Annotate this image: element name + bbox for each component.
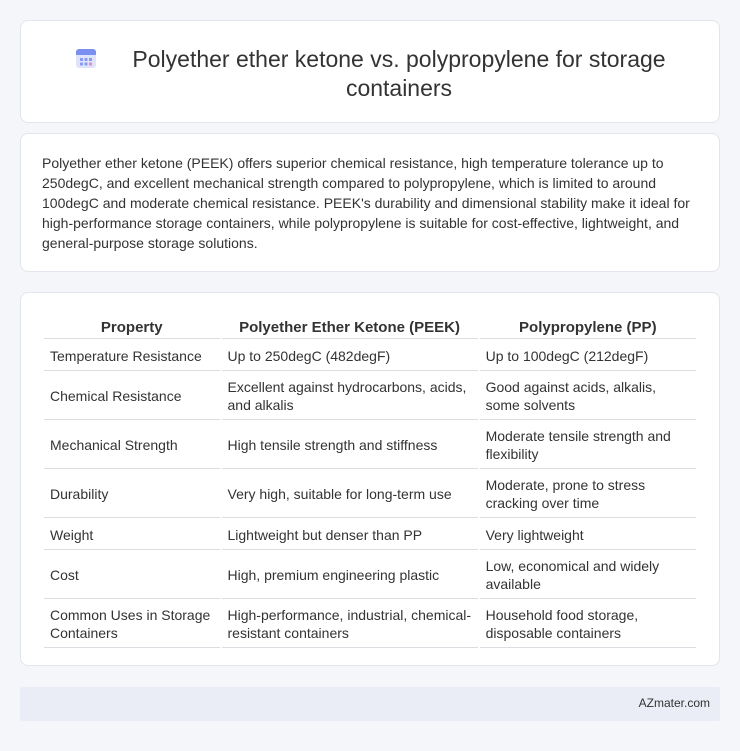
column-header-pp: Polypropylene (PP) xyxy=(480,315,696,339)
pp-cell: Good against acids, alkalis, some solvents xyxy=(480,373,696,420)
footer-brand-link[interactable]: AZmater.com xyxy=(638,696,710,710)
summary-card xyxy=(20,133,720,272)
table-row xyxy=(44,422,696,469)
property-cell: Chemical Resistance xyxy=(44,373,220,420)
property-cell: Weight xyxy=(44,520,220,550)
table-header-row xyxy=(44,315,696,339)
pp-cell: Moderate tensile strength and flexibility xyxy=(480,422,696,469)
comparison-card xyxy=(20,292,720,666)
peek-cell: High, premium engineering plastic xyxy=(222,552,478,599)
table-row xyxy=(44,471,696,518)
summary-paragraph: Polyether ether ketone (PEEK) offers superior chemical resistance, high temperature tolerance up to 250degC, and excellent mechanical strength compared to polypropylene, which is limited to around 100degC and moderate chemical resistance. PEEK's durability and dimensional stability make it ideal for high-performance storage containers, while polypropylene is suitable for cost-effective, lightweight, and general-purpose storage solutions. xyxy=(42,155,690,251)
title-card xyxy=(20,20,720,123)
table-row xyxy=(44,601,696,648)
peek-cell: High-performance, industrial, chemical-resistant containers xyxy=(222,601,478,648)
peek-cell: Very high, suitable for long-term use xyxy=(222,471,478,518)
page-title: Polyether ether ketone vs. polypropylene for storage containers xyxy=(132,46,666,101)
peek-cell: Up to 250degC (482degF) xyxy=(222,341,478,371)
peek-cell: High tensile strength and stiffness xyxy=(222,422,478,469)
table-row xyxy=(44,520,696,550)
pp-cell: Household food storage, disposable containers xyxy=(480,601,696,648)
footer-bar xyxy=(20,687,720,721)
property-cell: Common Uses in Storage Containers xyxy=(44,601,220,648)
table-row xyxy=(44,552,696,599)
column-header-property: Property xyxy=(44,315,220,339)
table-row xyxy=(44,341,696,371)
peek-cell: Lightweight but denser than PP xyxy=(222,520,478,550)
table-row xyxy=(44,373,696,420)
property-cell: Durability xyxy=(44,471,220,518)
column-header-peek: Polyether Ether Ketone (PEEK) xyxy=(222,315,478,339)
comparison-table xyxy=(42,313,698,650)
pp-cell: Low, economical and widely available xyxy=(480,552,696,599)
pp-cell: Moderate, prone to stress cracking over time xyxy=(480,471,696,518)
property-cell: Mechanical Strength xyxy=(44,422,220,469)
property-cell: Temperature Resistance xyxy=(44,341,220,371)
property-cell: Cost xyxy=(44,552,220,599)
pp-cell: Up to 100degC (212degF) xyxy=(480,341,696,371)
peek-cell: Excellent against hydrocarbons, acids, and alkalis xyxy=(222,373,478,420)
pp-cell: Very lightweight xyxy=(480,520,696,550)
